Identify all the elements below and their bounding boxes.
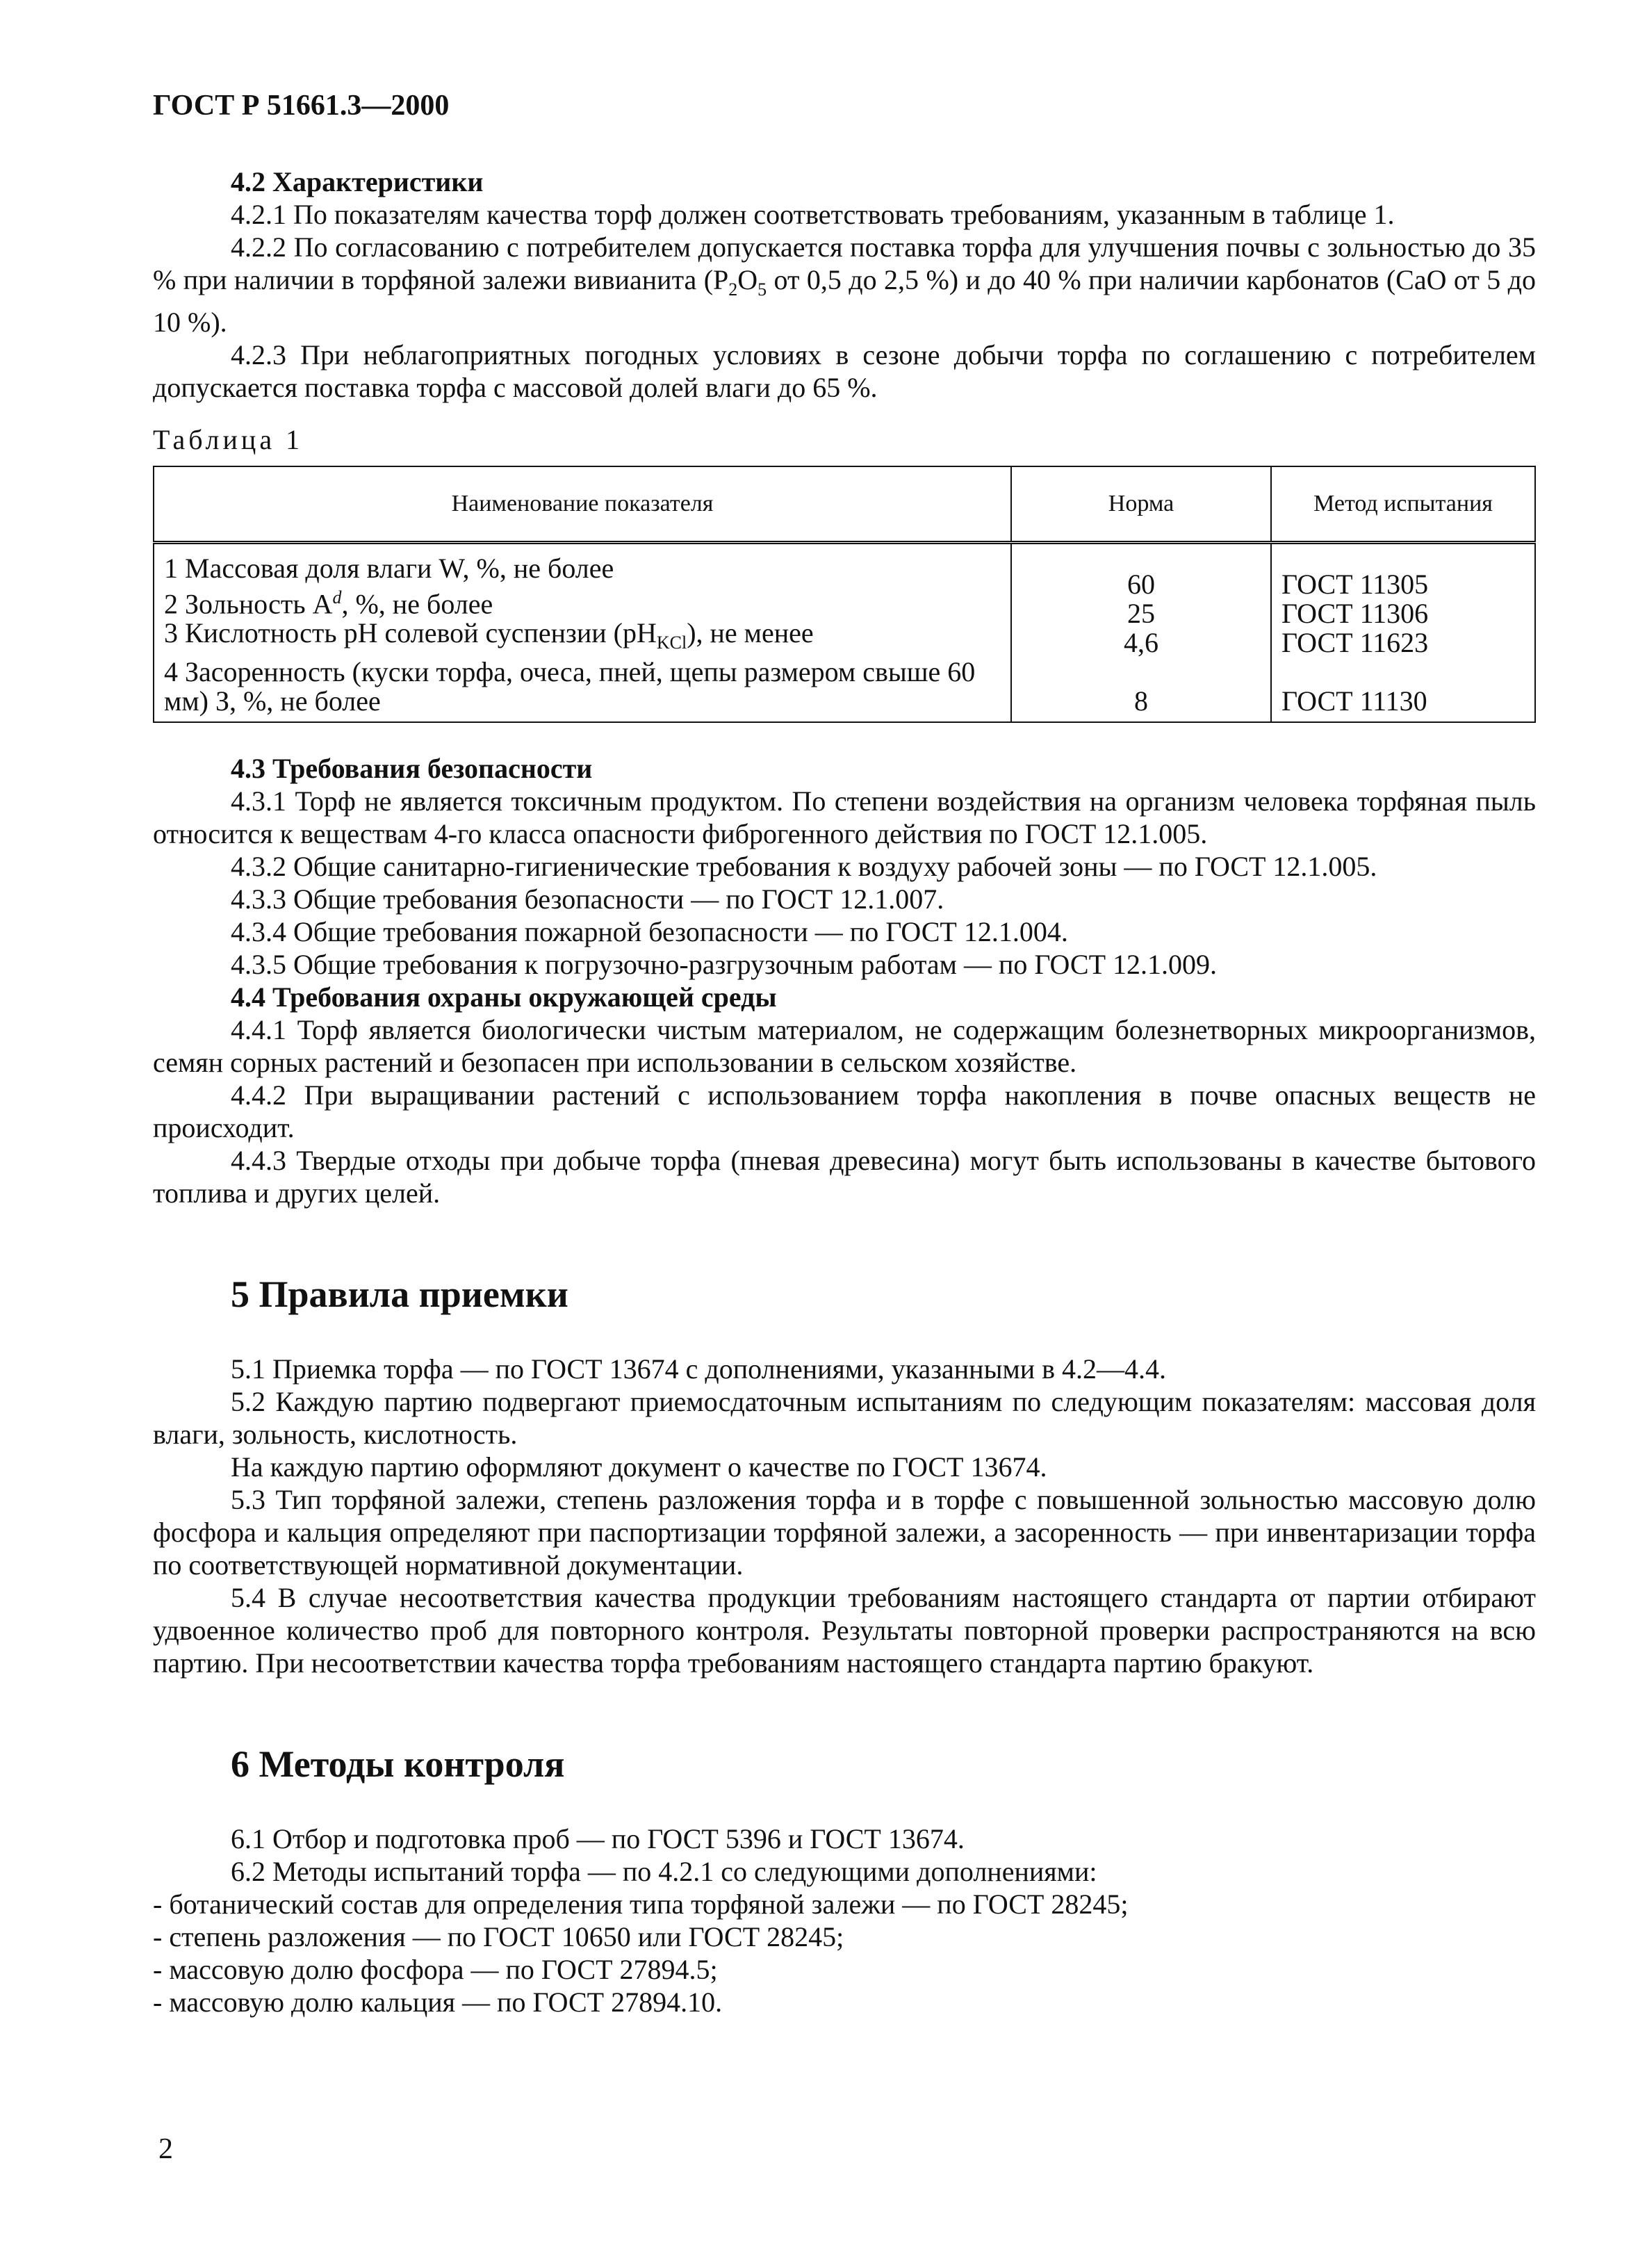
document-body [153, 165, 1536, 2018]
list-item: - массовую долю кальция — по ГОСТ 27894.10. [153, 1986, 723, 2018]
paragraph-4-3-1: 4.3.1 Торф не является токсичным продуктом. По степени воздействия на организм человека торфяная пыль относится к веществам 4-го класса опасности фиброгенного действия по ГОСТ 12.1.005. [153, 785, 1536, 850]
paragraph-4-2-1: 4.2.1 По показателям качества торф должен соответствовать требованиям, указанным в таблице 1. [231, 199, 1395, 230]
paragraph-5-2-b: На каждую партию оформляют документ о качестве по ГОСТ 13674. [231, 1451, 1047, 1483]
paragraph-4-2-3: 4.2.3 При неблагоприятных погодных условиях в сезоне добычи торфа по соглашению с потребителем допускается поставка торфа с массовой долей влаги до 65 %. [153, 339, 1536, 403]
quality-table [153, 466, 1536, 723]
paragraph-5-2: 5.2 Каждую партию подвергают приемосдаточным испытаниям по следующим показателям: массовая доля влаги, зольность, кислотность. [153, 1386, 1536, 1451]
paragraph-4-3-3: 4.3.3 Общие требования безопасности — по ГОСТ 12.1.007. [231, 883, 944, 915]
section-5-title: 5 Правила приемки [231, 1273, 568, 1316]
paragraph-4-3-4: 4.3.4 Общие требования пожарной безопасности — по ГОСТ 12.1.004. [231, 916, 1068, 948]
header-method: Метод испытания [1271, 466, 1535, 543]
table-header-row [154, 466, 1535, 543]
page-number: 2 [158, 2133, 173, 2165]
section-4-4-title: 4.4 Требования охраны окружающей среды [231, 981, 777, 1013]
paragraph-5-4: 5.4 В случае несоответствия качества продукции требованиям настоящего стандарта от партии отбирают удвоенное количество проб для повторного контроля. Результаты повторной проверки распространяются на всю партию. При несоответствии качества торфа требованиям настоящего стандарта партию бракуют. [153, 1582, 1536, 1679]
table-caption: Таблица 1 [153, 424, 304, 455]
paragraph-5-1: 5.1 Приемка торфа — по ГОСТ 13674 с дополнениями, указанными в 4.2—4.4. [231, 1353, 1167, 1385]
norm-cell: 60 25 4,6 8 [1011, 543, 1271, 723]
section-6-title: 6 Методы контроля [231, 1743, 565, 1786]
paragraph-4-2-2: 4.2.2 По согласованию с потребителем допускается поставка торфа для улучшения почвы с зольностью до 35 % при наличии в торфяной залежи вивианита ($P_2O_5$ от 0,5 до 2,5 %) и до 40 % при наличии карбонатов (CaO от 5 до 10 %). [153, 231, 1536, 338]
table-row [154, 543, 1535, 723]
list-item: - массовую долю фосфора — по ГОСТ 27894.5; [153, 1954, 718, 1986]
paragraph-4-4-2: 4.4.2 При выращивании растений с использованием торфа накопления в почве опасных веществ не происходит. [153, 1079, 1536, 1144]
header-norm: Норма [1011, 466, 1271, 543]
section-4-3-title: 4.3 Требования безопасности [231, 753, 593, 785]
paragraph-6-2: 6.2 Методы испытаний торфа — по 4.2.1 со следующими дополнениями: [231, 1856, 1097, 1888]
list-item: - степень разложения — по ГОСТ 10650 или ГОСТ 28245; [153, 1921, 844, 1953]
indicator-cell: 1 Массовая доля влаги W, %, не более 2 Зольность $A^d$, %, не более 3 Кислотность рН солевой суспензии $(pH_{KCl})$, не менее 4 Засоренность (куски торфа, очеса, пней, щепы размером свыше 60 мм) З, %, не более [154, 543, 1011, 723]
method-cell: ГОСТ 11305 ГОСТ 11306 ГОСТ 11623 ГОСТ 11130 [1271, 543, 1535, 723]
list-item: - ботанический состав для определения типа торфяной залежи — по ГОСТ 28245; [153, 1888, 1129, 1920]
paragraph-5-3: 5.3 Тип торфяной залежи, степень разложения торфа и в торфе с повышенной зольностью массовую долю фосфора и кальция определяют при паспортизации торфяной залежи, а засоренность — при инвентаризации торфа по соответствующей нормативной документации. [153, 1484, 1536, 1581]
header-indicator: Наименование показателя [154, 466, 1011, 543]
section-4-2-title: 4.2 Характеристики [231, 166, 484, 197]
paragraph-4-4-3: 4.4.3 Твердые отходы при добыче торфа (пневая древесина) могут быть использованы в качестве бытового топлива и других целей. [153, 1145, 1536, 1209]
paragraph-6-1: 6.1 Отбор и подготовка проб — по ГОСТ 5396 и ГОСТ 13674. [231, 1823, 965, 1855]
document-header: ГОСТ Р 51661.3—2000 [153, 90, 450, 122]
paragraph-4-3-2: 4.3.2 Общие санитарно-гигиенические требования к воздуху рабочей зоны — по ГОСТ 12.1.005. [231, 851, 1377, 883]
paragraph-4-3-5: 4.3.5 Общие требования к погрузочно-разгрузочным работам — по ГОСТ 12.1.009. [231, 949, 1218, 981]
paragraph-4-4-1: 4.4.1 Торф является биологически чистым материалом, не содержащим болезнетворных микроорганизмов, семян сорных растений и безопасен при использовании в сельском хозяйстве. [153, 1014, 1536, 1079]
